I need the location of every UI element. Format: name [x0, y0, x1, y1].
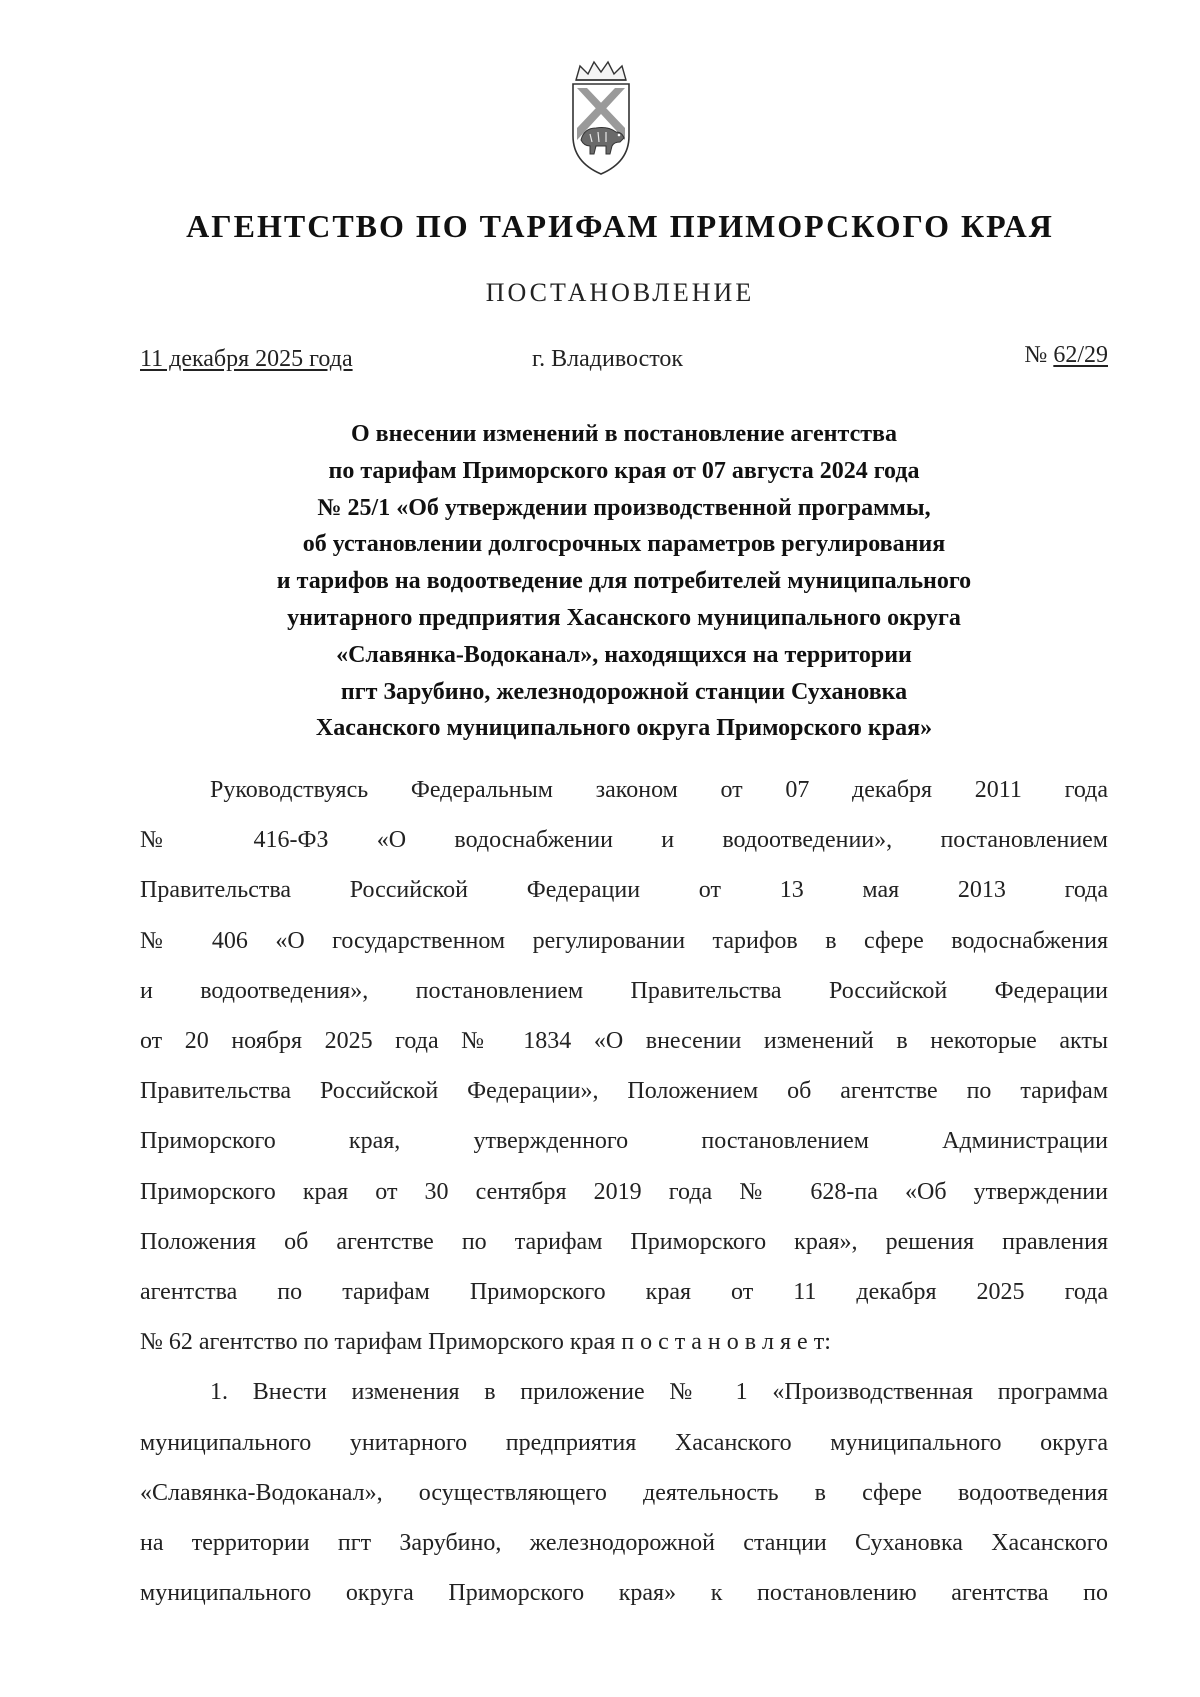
body-line: от 20 ноября 2025 года № 1834 «О внесении изменений в некоторые акты [140, 1028, 1108, 1055]
body-line: Правительства Российской Федерации от 13 мая 2013 года [140, 877, 1108, 904]
title-line: унитарного предприятия Хасанского муниципального округа [287, 604, 961, 631]
body-line: агентства по тарифам Приморского края от 11 декабря 2025 года [140, 1279, 1108, 1306]
title-line: «Славянка-Водоканал», находящихся на территории [336, 641, 912, 668]
body-line: «Славянка-Водоканал», осуществляющего деятельность в сфере водоотведения [140, 1479, 1108, 1506]
document-city: г. Владивосток [532, 346, 684, 372]
title-line: О внесении изменений в постановление агентства [351, 421, 897, 447]
item-1-paragraph [140, 1367, 1108, 1618]
body-line: № 62 агентство по тарифам Приморского края п о с т а н о в л я е т: [140, 1329, 831, 1356]
number-value: 62/29 [1053, 342, 1108, 368]
agency-name: АГЕНТСТВО ПО ТАРИФАМ ПРИМОРСКОГО КРАЯ [186, 208, 1054, 244]
body-line: № 416-ФЗ «О водоснабжении и водоотведении», постановлением [140, 827, 1108, 854]
body-line: муниципального округа Приморского края» к постановлению агентства по [140, 1580, 1108, 1607]
preamble-paragraph [140, 765, 1108, 1367]
title-line: Хасанского муниципального округа Приморского края» [315, 715, 933, 742]
title-line: № 25/1 «Об утверждении производственной программы, [317, 494, 931, 521]
body-line: Приморского края, утвержденного постановлением Администрации [140, 1128, 1108, 1155]
document-body [140, 765, 1108, 1618]
body-line: Руководствуясь Федеральным законом от 07 декабря 2011 года [210, 777, 1108, 803]
body-line: Приморского края от 30 сентября 2019 года № 628-па «Об утверждении [140, 1178, 1108, 1205]
document-number [1024, 342, 1108, 369]
body-line: Положения об агентстве по тарифам Приморского края», решения правления [140, 1228, 1108, 1255]
coat-of-arms-icon [568, 58, 634, 178]
body-line: № 406 «О государственном регулировании тарифов в сфере водоснабжения [140, 927, 1108, 954]
body-line: на территории пгт Зарубино, железнодорожной станции Сухановка Хасанского [140, 1530, 1108, 1557]
body-line: 1. Внести изменения в приложение № 1 «Производственная программа [210, 1379, 1108, 1406]
title-line: и тарифов на водоотведение для потребителей муниципального [276, 568, 972, 595]
title-line: пгт Зарубино, железнодорожной станции Сухановка [340, 678, 908, 705]
number-sign: № [1024, 342, 1048, 368]
document-type: ПОСТАНОВЛЕНИЕ [485, 278, 755, 307]
title-line: об установлении долгосрочных параметров регулирования [302, 531, 946, 558]
body-line: муниципального унитарного предприятия Хасанского муниципального округа [140, 1429, 1108, 1456]
body-line: Правительства Российской Федерации», Положением об агентстве по тарифам [140, 1078, 1108, 1105]
body-line: и водоотведения», постановлением Правительства Российской Федерации [140, 977, 1108, 1004]
title-line: по тарифам Приморского края от 07 августа 2024 года [328, 457, 920, 484]
document-date: 11 декабря 2025 года [140, 346, 353, 372]
document-title [140, 416, 1108, 747]
